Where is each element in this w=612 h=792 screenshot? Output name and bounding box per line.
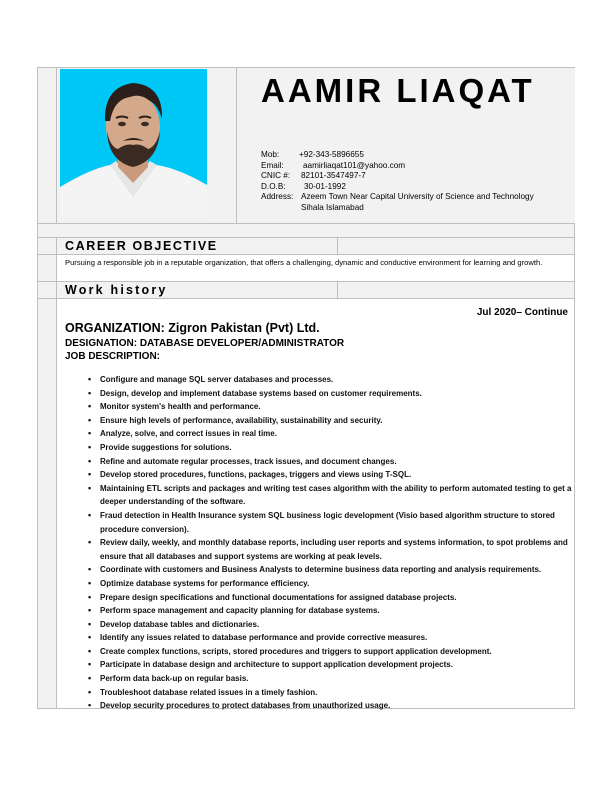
duty-text: Configure and manage SQL server databases and processes. xyxy=(100,375,334,384)
duty-item xyxy=(65,699,585,713)
duty-item xyxy=(65,563,585,577)
contact-cnic xyxy=(261,171,534,182)
bullet-icon: • xyxy=(88,673,92,684)
duty-item xyxy=(65,455,585,469)
address-line-1: Azeem Town Near Capital University of Science and Technology xyxy=(301,192,534,201)
duty-item xyxy=(65,618,585,632)
duty-item xyxy=(65,482,585,509)
bullet-icon: • xyxy=(88,509,92,520)
work-history-title-cell xyxy=(56,281,337,298)
duty-text: Optimize database systems for performance efficiency. xyxy=(100,578,310,588)
bullet-icon: • xyxy=(88,632,92,643)
duty-text: Ensure high levels of performance, availability, sustainability and security. xyxy=(100,415,383,425)
bullet-icon: • xyxy=(88,482,92,493)
duty-text: Monitor system's health and performance. xyxy=(100,402,261,412)
empty-cell xyxy=(337,237,574,254)
profile-photo xyxy=(60,69,207,217)
contact-label: Email: xyxy=(261,160,284,170)
duty-item xyxy=(65,441,585,455)
info-cell xyxy=(236,68,575,223)
duty-text: Develop security procedures to protect databases from unauthorized usage. xyxy=(100,701,391,711)
bullet-icon: • xyxy=(88,700,92,711)
contact-email xyxy=(261,161,534,172)
job-designation: DESIGNATION: DATABASE DEVELOPER/ADMINISTRATOR xyxy=(65,338,345,349)
spacer-row xyxy=(38,223,574,237)
job-date: Jul 2020– Continue xyxy=(476,307,568,318)
duty-text: Perform space management and capacity planning for database systems. xyxy=(100,606,380,616)
contact-label: CNIC #: xyxy=(261,171,291,180)
contact-dob xyxy=(261,182,534,193)
candidate-name: AAMIR LIAQAT xyxy=(261,72,535,109)
bullet-icon: • xyxy=(88,618,92,629)
duty-item xyxy=(65,672,585,686)
duty-item xyxy=(65,414,585,428)
bullet-icon: • xyxy=(88,469,92,480)
job-organization: ORGANIZATION: Zigron Pakistan (Pvt) Ltd. xyxy=(65,321,320,335)
bullet-icon: • xyxy=(88,455,92,466)
duty-text: Coordinate with customers and Business Analysts to determine business data reporting and analysis requirements. xyxy=(100,565,542,575)
career-objective-text: Pursuing a responsible job in a reputable organization, that offers a challenging, dynamic and conductive environment for learning and growth. xyxy=(65,258,543,267)
duty-text: Develop database tables and dictionaries. xyxy=(100,619,260,629)
duty-item xyxy=(65,468,585,482)
bullet-icon: • xyxy=(88,537,92,548)
duty-item xyxy=(65,604,585,618)
gutter-cell xyxy=(38,237,56,254)
duty-item xyxy=(65,686,585,700)
duty-item xyxy=(65,427,585,441)
duty-text: Refine and automate regular processes, track issues, and document changes. xyxy=(100,456,397,466)
career-objective-text-cell xyxy=(56,254,574,281)
gutter-cell xyxy=(38,298,56,708)
gutter-cell xyxy=(38,68,56,223)
duty-item xyxy=(65,658,585,672)
duty-text: Provide suggestions for solutions. xyxy=(100,442,232,452)
resume-table xyxy=(37,67,575,709)
bullet-icon: • xyxy=(88,659,92,670)
bullet-icon: • xyxy=(88,401,92,412)
photo-cell xyxy=(56,68,236,223)
mobile-number: +92-343-5896655 xyxy=(299,150,364,159)
duty-item xyxy=(65,645,585,659)
career-objective-title-cell xyxy=(56,237,337,254)
bullet-icon: • xyxy=(88,374,92,384)
bullet-icon: • xyxy=(88,686,92,697)
duty-text: Fraud detection in Health Insurance system SQL business logic development (Visio based algorithm structure to stored procedure conversion). xyxy=(100,510,555,534)
duty-item xyxy=(65,400,585,414)
bullet-icon: • xyxy=(88,577,92,588)
work-history-heading: Work history xyxy=(65,283,168,297)
spacer xyxy=(261,203,299,214)
duty-text: Participate in database design and architecture to support application development projects. xyxy=(100,660,453,670)
duty-text: Identify any issues related to database performance and provide corrective measures. xyxy=(100,633,428,643)
bullet-icon: • xyxy=(88,591,92,602)
career-objective-heading: CAREER OBJECTIVE xyxy=(65,239,218,253)
duty-item xyxy=(65,631,585,645)
bullet-icon: • xyxy=(88,564,92,575)
person-photo-icon xyxy=(60,69,207,217)
duty-text: Maintaining ETL scripts and packages and writing test cases algorithm with the ability to perform automated testing to get a deeper understanding of the software. xyxy=(100,483,572,507)
duty-item xyxy=(65,536,585,563)
duty-item xyxy=(65,373,585,387)
duty-text: Create complex functions, scripts, stored procedures and triggers to support application development. xyxy=(100,646,492,656)
duty-text: Perform data back-up on regular basis. xyxy=(100,674,249,684)
duty-text: Prepare design specifications and functional documentations for assigned database projects. xyxy=(100,592,457,602)
gutter-cell xyxy=(38,281,56,298)
duty-item xyxy=(65,509,585,536)
empty-cell xyxy=(337,281,574,298)
bullet-icon: • xyxy=(88,414,92,425)
cnic-number: 82101-3547497-7 xyxy=(301,171,366,180)
contact-details xyxy=(261,150,534,213)
bullet-icon: • xyxy=(88,605,92,616)
duty-text: Review daily, weekly, and monthly database reports, including user reports and systems information, to spot problems and ensure that all databases and support systems are working at peak levels. xyxy=(100,538,568,561)
bullet-icon: • xyxy=(88,428,92,439)
contact-label: Mob: xyxy=(261,150,280,159)
duty-item xyxy=(65,387,585,401)
contact-mobile xyxy=(261,150,534,161)
job-duties-list xyxy=(65,373,585,713)
duty-text: Analyze, solve, and correct issues in real time. xyxy=(100,429,277,439)
contact-label: D.O.B: xyxy=(261,181,286,191)
email-address: aamirliaqat101@yahoo.com xyxy=(303,160,406,170)
job-description-label: JOB DESCRIPTION: xyxy=(65,351,161,362)
duty-text: Design, develop and implement database systems based on customer requirements. xyxy=(100,388,422,398)
contact-address xyxy=(261,192,534,203)
bullet-icon: • xyxy=(88,441,92,452)
bullet-icon: • xyxy=(88,645,92,656)
address-line-2: Sihala Islamabad xyxy=(301,202,364,212)
contact-address-2 xyxy=(261,203,534,214)
duty-text: Troubleshoot database related issues in a timely fashion. xyxy=(100,687,318,697)
bullet-icon: • xyxy=(88,387,92,398)
duty-text: Develop stored procedures, functions, packages, triggers and views using T-SQL. xyxy=(100,470,412,480)
duty-item xyxy=(65,591,585,605)
work-history-content-cell xyxy=(56,298,574,711)
duty-item xyxy=(65,577,585,591)
gutter-cell xyxy=(38,254,56,281)
contact-label: Address: xyxy=(261,192,294,201)
date-of-birth: 30-01-1992 xyxy=(304,181,346,191)
